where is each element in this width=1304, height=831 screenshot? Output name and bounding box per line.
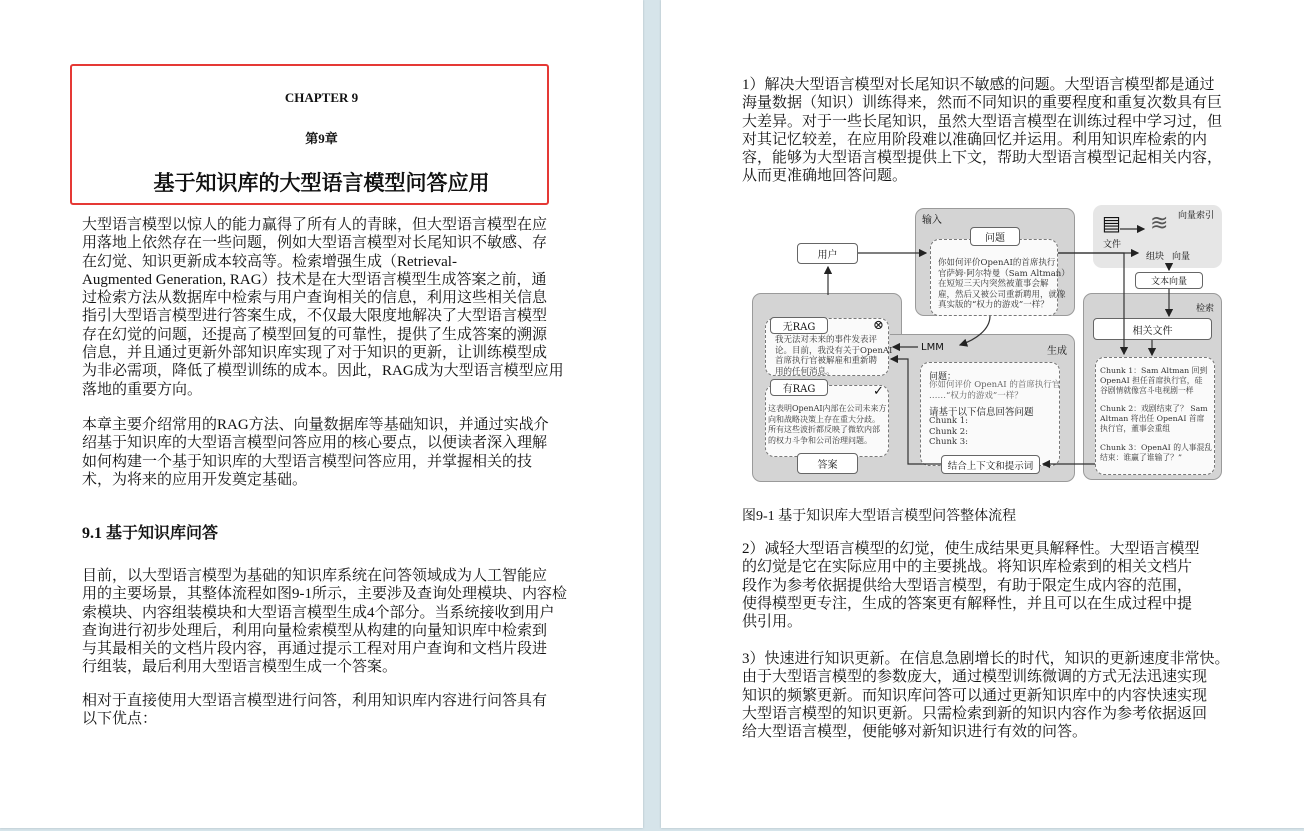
related-docs-box: 相关文件 [1093, 318, 1212, 340]
text-line: 所有这些波折都反映了微软内部 [768, 425, 880, 435]
text-line: 在幻觉、知识更新成本较高等。检索增强生成（Retrieval- [82, 253, 457, 270]
generate-label: 生成 [1047, 346, 1067, 357]
chunk-2 [1100, 404, 1208, 435]
text-line: 用落地上依然存在一些问题，例如大型语言模型对长尾知识不敏感、存 [82, 235, 548, 252]
text-line: 1）解决大型语言模型对长尾知识不敏感的问题。大型语言模型都是通过 [742, 77, 1215, 93]
intro-paragraph [82, 216, 564, 399]
advantage-3 [742, 650, 1230, 741]
text-line: Chunk 2：戏剧结束了？ Sam [1100, 404, 1208, 413]
advantage-2 [742, 540, 1200, 631]
text-line: Chunk 2: [929, 426, 969, 437]
text-line: 本章主要介绍常用的RAG方法、向量数据库等基础知识，并通过实战介 [82, 417, 549, 433]
text-line: OpenAI 担任首席执行官，硅 [1100, 376, 1203, 386]
text-line: 术，为将来的应用开发奠定基础。 [82, 471, 308, 488]
text-line: 绍基于知识库的大型语言模型问答应用的核心要点，以便读者深入理解 [82, 435, 548, 452]
text-line: 目前，以大型语言模型为基础的知识库系统在问答领域成为人工智能应 [82, 568, 548, 584]
answer-box: 答案 [797, 453, 858, 474]
document-icon: ▤ [1102, 213, 1121, 235]
text-line: 结束：谁赢了谁输了？” [1100, 453, 1182, 463]
check-icon: ✓ [873, 383, 884, 398]
text-line: 向和战略决策上存在重大分歧。 [768, 414, 880, 424]
text-line: Chunk 3: [929, 437, 969, 448]
text-line: Chunk 3：OpenAI 的人事混乱 [1100, 443, 1213, 452]
text-line: 容，能够为大型语言模型提供上下文，帮助大型语言模型记起相关内容， [742, 150, 1223, 167]
chunk-label: 组块 [1146, 252, 1165, 262]
text-line: 索模块、内容组装模块和大型语言模型生成4个部分。当系统接收到用户 [82, 604, 555, 621]
text-line: 论。目前，我没有关于OpenAI [775, 345, 893, 356]
text-line: 执行官，董事会重组 [1100, 424, 1171, 434]
text-line: 3）快速进行知识更新。在信息急剧增长的时代，知识的更新速度非常快。 [742, 651, 1230, 667]
question-text [938, 258, 1070, 311]
text-line: 雇，然后又被公司重新聘用，就像 [938, 289, 1066, 300]
text-line: 海量数据（知识）训练得来，然而不同知识的重要程度和重复次数具有巨 [742, 95, 1223, 112]
text-line: 你如何评价OpenAI的首席执行 [938, 258, 1056, 268]
chapter-overview-paragraph [82, 416, 549, 489]
prompt-question-text [929, 380, 1060, 401]
text-line: 知识的频繁更新。而知识库问答可以通过更新知识库中的内容快速实现 [742, 687, 1208, 704]
file-label: 文件 [1103, 240, 1122, 250]
text-line: 首席执行官被解雇和重新聘 [775, 356, 878, 367]
chapter-title: 基于知识库的大型语言模型问答应用 [153, 171, 490, 195]
text-line: 与其最相关的文档片段内容，再通过提示工程对用户查询和文档片段进 [82, 641, 548, 658]
text-line: 在短短三天内突然被董事会解 [938, 279, 1049, 290]
cross-icon: ⊗ [873, 317, 884, 332]
user-box: 用户 [797, 243, 858, 264]
text-line: 过检索方法从数据库中检索与用户查询相关的信息，利用这些相关信息 [82, 290, 548, 307]
section-paragraph [82, 567, 567, 677]
rag-text [768, 404, 887, 446]
text-line: 大差异。对于一些长尾知识，虽然大型语言模型在训练过程中学习过，但 [742, 113, 1223, 130]
text-line: 这表明OpenAI内部在公司未来方 [768, 404, 887, 413]
text-line: 的权力斗争和公司治理问题。 [768, 435, 872, 445]
text-line: 查询进行初步处理后，利用向量检索模型从构建的向量知识库中检索到 [82, 622, 548, 639]
prompt-chunks [929, 416, 968, 448]
text-line: 供引用。 [742, 614, 803, 631]
text-line: 信息，并且通过更新外部知识库实现了对于知识的更新，让训练模型成 [82, 345, 548, 362]
text-line: ……“权力的游戏”一样？ [929, 390, 1023, 401]
advantages-intro [82, 692, 547, 729]
text-line: Augmented Generation, RAG）技术是在大型语言模型生成答案之前，通 [82, 271, 547, 288]
text-line: 为非必需项，降低了模型训练的成本。因此，RAG成为大型语言模型应用 [82, 363, 564, 380]
text-line: 用的任何消息。 [775, 366, 835, 377]
prompt-instruction: 请基于以下信息回答问题 [929, 407, 1034, 418]
chapter-cn: 第9章 [305, 131, 338, 146]
text-line: 如何构建一个基于知识库的大型语言模型问答应用，并掌握相关的技 [82, 453, 533, 470]
text-line: 真实版的“权力的游戏”一样？ [938, 300, 1049, 311]
text-line: 我无法对未来的事件发表评 [775, 335, 878, 345]
chapter-en: CHAPTER 9 [284, 90, 359, 105]
left-page [0, 0, 643, 828]
layers-icon: ≋ [1150, 210, 1169, 235]
retrieve-label: 检索 [1196, 304, 1215, 314]
text-line: 给大型语言模型，便能够对新知识进行有效的问答。 [742, 724, 1088, 741]
vector-label: 向量 [1172, 252, 1191, 262]
text-line: 大型语言模型的知识更新。只需检索到新的知识内容作为参考依据返回 [742, 705, 1208, 722]
chunk-3 [1100, 443, 1212, 463]
text-line: 用的主要场景，其整体流程如图9-1所示，主要涉及查询处理模块、内容检 [82, 586, 567, 603]
text-line: 2）减轻大型语言模型的幻觉，使生成结果更具解释性。大型语言模型 [742, 541, 1200, 557]
text-line: 由于大型语言模型的参数庞大，通过模型训练微调的方式无法迅速实现 [742, 669, 1208, 686]
question-label: 问题 [970, 227, 1020, 246]
text-line: 从而更准确地回答问题。 [742, 168, 908, 185]
rag-label: 有RAG [770, 379, 828, 396]
section-heading: 9.1 基于知识库问答 [82, 525, 219, 542]
text-line: 以下优点： [82, 711, 158, 728]
advantage-1 [742, 76, 1222, 186]
text-line: 大型语言模型以惊人的能力赢得了所有人的青睐，但大型语言模型在应 [82, 217, 548, 233]
no-rag-label: 无RAG [770, 317, 828, 334]
prompt-question-label: 问题： [929, 372, 957, 382]
no-rag-text [775, 335, 892, 377]
text-line: 段作为参考依据提供给大型语言模型，有助于限定生成内容的范围， [742, 577, 1193, 594]
text-line: 落地的重要方向。 [82, 381, 203, 398]
text-line: 谷剧情就像宫斗电视剧一样 [1100, 386, 1194, 396]
text-line: Chunk 1: [929, 416, 969, 426]
text-line: 使得模型更专注，生成的答案更有解释性，并且可以在生成过程中提 [742, 595, 1193, 612]
text-line: 对其记忆较差，在应用阶段难以准确回忆并运用。利用知识库检索的内 [742, 131, 1208, 148]
vector-index-label: 向量索引 [1178, 211, 1215, 221]
text-line: 存在幻觉的问题，还提高了模型回复的可靠性，提供了生成答案的溯源 [82, 326, 548, 343]
input-label: 输入 [922, 215, 942, 226]
text-line: Altman 将出任 OpenAI 首席 [1100, 414, 1205, 424]
text-vector-box: 文本向量 [1135, 272, 1203, 289]
text-line: Chunk 1：Sam Altman 回到 [1100, 366, 1208, 375]
text-line: 的幻觉是它在实际应用中的主要挑战。将知识库检索到的相关文档片 [742, 559, 1193, 576]
figure-caption: 图9-1 基于知识库大型语言模型问答整体流程 [742, 509, 1017, 524]
text-line: 你如何评价 OpenAI 的首席执行官 [929, 380, 1061, 390]
text-line: 指引大型语言模型进行答案生成，不仅最大限度地解决了大型语言模型 [82, 308, 548, 325]
combine-box: 结合上下文和提示词 [941, 455, 1040, 474]
text-line: 官萨姆·阿尔特曼（Sam Altman） [938, 268, 1070, 279]
chunk-1 [1100, 366, 1207, 397]
text-line: 行组装，最后利用大型语言模型生成一个答案。 [82, 659, 398, 676]
lmm-label: LMM [921, 342, 944, 353]
text-line: 相对于直接使用大型语言模型进行问答，利用知识库内容进行问答具有 [82, 693, 548, 709]
